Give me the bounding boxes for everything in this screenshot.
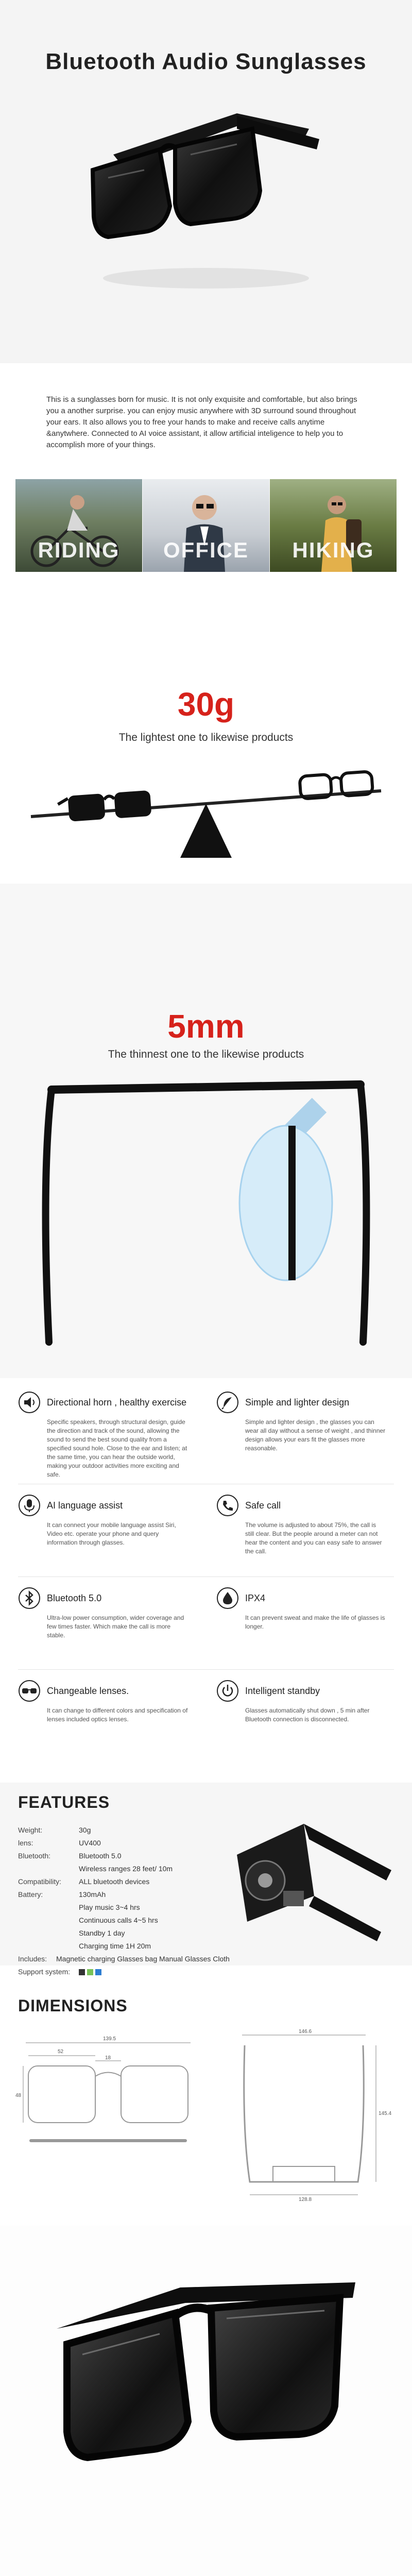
feature-title: Bluetooth 5.0 — [47, 1592, 102, 1603]
feature-lighter-design — [216, 1391, 386, 1453]
feature-directional-horn — [18, 1391, 188, 1479]
feature-title: Simple and lighter design — [245, 1397, 350, 1408]
phone-icon — [216, 1494, 239, 1517]
feature-bluetooth — [18, 1587, 188, 1640]
temple-length-label: 145.4 — [379, 2111, 392, 2116]
spec-row: Wireless ranges 28 feet/ 10m — [79, 1865, 173, 1873]
feature-ipx4 — [216, 1587, 386, 1631]
spec-row: Support system: — [18, 1965, 239, 1978]
bridge-label: 18 — [105, 2055, 111, 2061]
speaker-icon — [18, 1391, 41, 1414]
spec-row: Charging time 1H 20m — [79, 1942, 151, 1950]
feature-title: AI language assist — [47, 1500, 123, 1511]
dimensions-section — [0, 1965, 412, 2226]
top-width-label: 146.6 — [299, 2029, 312, 2035]
front-view-photo — [46, 2267, 366, 2524]
spec-row: Includes: Magnetic charging Glasses bag Manual Glasses Cloth — [18, 1955, 230, 1963]
hero-glasses-image — [82, 93, 330, 309]
weight-section — [0, 528, 412, 884]
feature-desc: Simple and lighter design , the glasses you can wear all day without a sense of weight , and thinner design allows your ears fit the glasses more reasonable. — [245, 1418, 386, 1452]
feature-desc: It can change to different colors and specification of lenses included optics lenses. — [47, 1707, 188, 1723]
thin-section — [0, 884, 412, 1378]
feature-desc: Specific speakers, through structural design, guide the direction and track of the sound, allowing the sound to send the best sound quality from a specified sound hole. Close to the ear and listen; at the same time, you can hear the outside world, making your outdoor activities more exciting and safe. — [47, 1418, 187, 1478]
specs-section — [0, 1783, 412, 1976]
feature-desc: Ultra-low power consumption, wider coverage and few times faster. Which make the call is more stable. — [47, 1614, 184, 1639]
feature-desc: It can prevent sweat and make the life of glasses is longer. — [245, 1614, 385, 1630]
intro-paragraph: This is a sunglasses born for music. It is not only exquisite and comfortable, but also brings you a another surprise. you can enjoy music anywhere with 3D surround sound throughout your ears. It also allows you to free your hands to make and receive calls anytime &anytwhere. Connected to AI voice assistant, it allow artificial inteligence to help you to accomplish more of your things. — [46, 395, 357, 449]
spec-row: Compatibility: ALL bluetooth devices — [18, 1877, 150, 1886]
feature-safe-call — [216, 1494, 386, 1556]
sunglasses-on-scale — [57, 790, 151, 822]
scene-label-hiking: HIKING — [292, 538, 374, 562]
lens-width-label: 52 — [58, 2049, 64, 2055]
weight-caption: The lightest one to likewise products — [118, 732, 294, 743]
feather-icon — [216, 1391, 239, 1414]
spec-row: Continuous calls 4~5 hrs — [79, 1916, 158, 1924]
spec-table — [18, 1824, 239, 1978]
front-dimension-drawing — [15, 2032, 201, 2161]
top-dimension-drawing — [221, 2027, 397, 2202]
specs-title: FEATURES — [18, 1793, 110, 1811]
spec-row: Standby 1 day — [79, 1929, 125, 1937]
spec-row: Battery: 130mAh — [18, 1890, 106, 1899]
spec-row: Play music 3~4 hrs — [79, 1903, 140, 1911]
dimensions-title: DIMENSIONS — [18, 1996, 128, 2015]
feature-title: IPX4 — [245, 1592, 266, 1603]
inner-width-label: 128.8 — [299, 2197, 312, 2202]
open-temple-photo — [227, 1803, 397, 1953]
weight-value: 30g — [177, 686, 235, 723]
spec-row: Bluetooth: Bluetooth 5.0 — [18, 1852, 122, 1860]
spec-row: Weight: 30g — [18, 1826, 91, 1834]
thin-caption: The thinnest one to the likewise products — [108, 1048, 304, 1060]
feature-intelligent-standby — [216, 1680, 386, 1724]
intro-section — [0, 363, 412, 562]
feature-ai-assist — [18, 1494, 188, 1547]
feature-desc: The volume is adjusted to about 75%, the call is still clear. But the people around a meter can not hear the content and you can easy safe to answer the call. — [245, 1521, 382, 1555]
seesaw-illustration — [21, 760, 391, 878]
feature-title: Changeable lenses. — [47, 1685, 129, 1696]
lens-icon — [18, 1680, 41, 1702]
scene-label-riding: RIDING — [38, 538, 120, 562]
power-icon — [216, 1680, 239, 1702]
water-drop-icon — [216, 1587, 239, 1609]
divider — [18, 1669, 394, 1670]
spec-row: lens: UV400 — [18, 1839, 101, 1847]
feature-title: Intelligent standby — [245, 1685, 320, 1696]
feature-title: Safe call — [245, 1500, 281, 1511]
hero-section — [0, 0, 412, 363]
feature-title: Directional horn , healthy exercise — [47, 1397, 187, 1408]
bluetooth-icon — [18, 1587, 41, 1609]
temple-thickness-illustration — [31, 1074, 381, 1363]
page-title: Bluetooth Audio Sunglasses — [45, 49, 367, 74]
photo-front-section — [0, 2226, 412, 2576]
feature-desc: It can connect your mobile language assist Siri, Video etc. operate your phone and query information through glasses. — [47, 1521, 176, 1546]
lens-height-label: 48 — [15, 2093, 22, 2098]
feature-changeable-lenses — [18, 1680, 188, 1724]
feature-desc: Glasses automatically shut down , 5 min after Bluetooth connection is disconnected. — [245, 1707, 370, 1723]
features-grid-section — [0, 1378, 412, 1783]
thin-value: 5mm — [167, 1008, 245, 1045]
microphone-icon — [18, 1494, 41, 1517]
front-width-label: 139.5 — [103, 2036, 116, 2042]
scene-label-office: OFFICE — [163, 538, 249, 562]
